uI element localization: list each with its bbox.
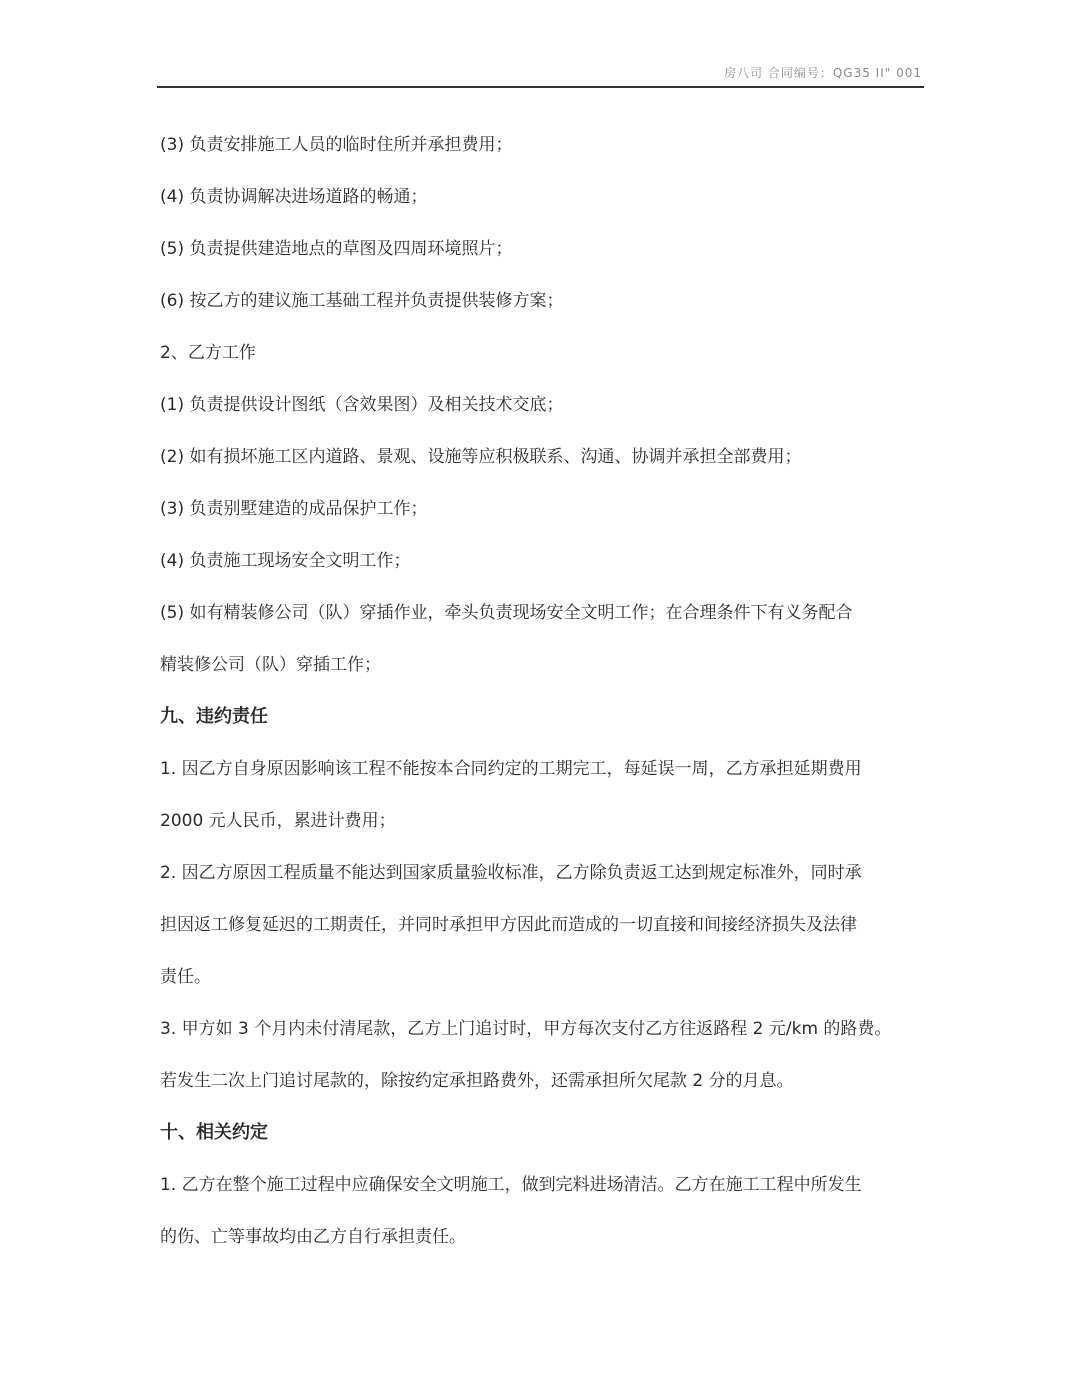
clause-line: (6) 按乙方的建议施工基础工程并负责提供装修方案； (160, 291, 564, 311)
section-heading: 十、相关约定 (160, 1122, 268, 1143)
clause-line: 责任。 (160, 967, 211, 987)
clause-line: (3) 负责安排施工人员的临时住所并承担费用； (160, 135, 513, 155)
clause-line: (5) 如有精装修公司（队）穿插作业，牵头负责现场安全文明工作；在合理条件下有义务配合 (160, 603, 853, 623)
clause-line: (2) 如有损坏施工区内道路、景观、设施等应积极联系、沟通、协调并承担全部费用； (160, 447, 802, 467)
clause-line: 担因返工修复延迟的工期责任，并同时承担甲方因此而造成的一切直接和间接经济损失及法律 (160, 915, 857, 935)
clause-line: 1. 因乙方自身原因影响该工程不能按本合同约定的工期完工，每延误一周，乙方承担延期费用 (160, 759, 862, 779)
subsection-heading: 2、乙方工作 (160, 343, 256, 363)
clause-line: 的伤、亡等事故均由乙方自行承担责任。 (160, 1227, 466, 1247)
clause-line: 1. 乙方在整个施工过程中应确保安全文明施工，做到完料进场清洁。乙方在施工工程中所发生 (160, 1175, 862, 1195)
clause-line: 若发生二次上门追讨尾款的，除按约定承担路费外，还需承担所欠尾款 2 分的月息。 (160, 1071, 794, 1091)
document-body (160, 125, 924, 1269)
contract-number: 房八司 合同编号：QG35 II" 001 (724, 66, 922, 80)
section-heading: 九、违约责任 (160, 706, 268, 727)
clause-line: 3. 甲方如 3 个月内未付清尾款，乙方上门追讨时，甲方每次支付乙方往返路程 2 元/km 的路费。 (160, 1019, 892, 1039)
clause-line: 2000 元人民币，累进计费用； (160, 811, 396, 831)
clause-line: 精装修公司（队）穿插工作； (160, 655, 381, 675)
clause-line: (1) 负责提供设计图纸（含效果图）及相关技术交底； (160, 395, 564, 415)
clause-line: (4) 负责施工现场安全文明工作； (160, 551, 411, 571)
clause-line: (4) 负责协调解决进场道路的畅通； (160, 187, 428, 207)
clause-line: (3) 负责别墅建造的成品保护工作； (160, 499, 428, 519)
clause-line: (5) 负责提供建造地点的草图及四周环境照片； (160, 239, 513, 259)
clause-line: 2. 因乙方原因工程质量不能达到国家质量验收标准，乙方除负责返工达到规定标准外，同时承 (160, 863, 862, 883)
page-header (157, 62, 924, 88)
